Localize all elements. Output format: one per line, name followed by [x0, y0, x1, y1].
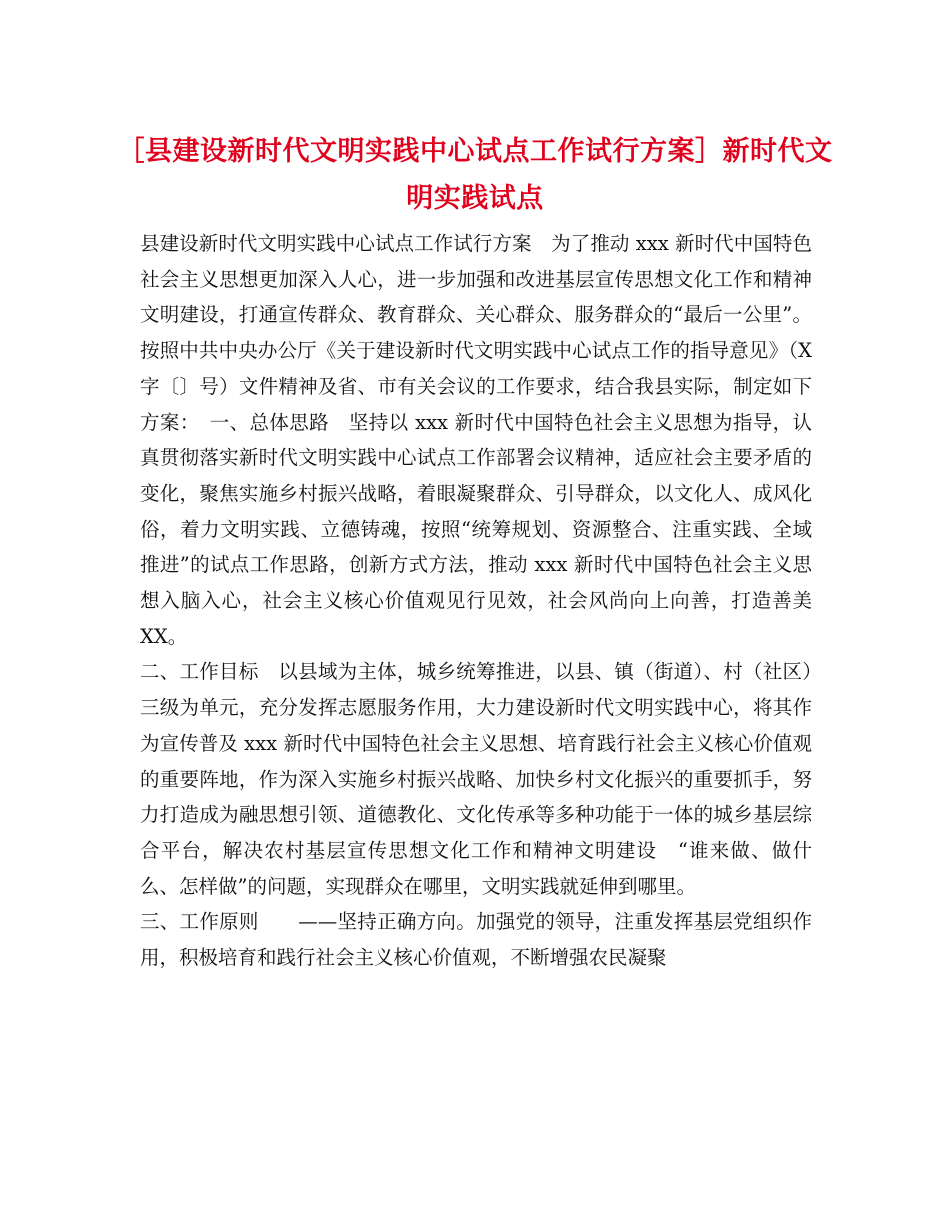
paragraph-intro: 县建设新时代文明实践中心试点工作试行方案 为了推动 xxx 新时代中国特色社会主义思想更加深入人心，进一步加强和改进基层宣传思想文化工作和精神文明建设，打通宣传群众、教育群众、关心群众、服务群众的“最后一公里”。按照中共中央办公厅《关于建设新时代文明实践中心试点工作的指导意见》（X 字〔〕号）文件精神及省、市有关会议的工作要求，结合我县实际，制定如下方案： 一、总体思路 坚持以 xxx 新时代中国特色社会主义思想为指导，认真贯彻落实新时代文明实践中心试点工作部署会议精神，适应社会主要矛盾的变化，聚焦实施乡村振兴战略，着眼凝聚群众、引导群众，以文化人、成风化俗，着力文明实践、立德铸魂，按照“统筹规划、资源整合、注重实践、全域推进”的试点工作思路，创新方式方法，推动 xxx 新时代中国特色社会主义思想入脑入心，社会主义核心价值观见行见效，社会风尚向上向善，打造善美 XX。	[140, 232, 812, 648]
document-title: ［县建设新时代文明实践中心试点工作试行方案］新时代文明实践试点	[117, 136, 833, 214]
paragraph-work-principles: 三、工作原则 ——坚持正确方向。加强党的领导，注重发挥基层党组织作用，积极培育和践行社会主义核心价值观，不断增强农民凝聚	[140, 910, 812, 970]
document-body	[140, 226, 812, 976]
paragraph-work-goals: 二、工作目标 以县域为主体，城乡统筹推进，以县、镇（街道）、村（社区）三级为单元，充分发挥志愿服务作用，大力建设新时代文明实践中心，将其作为宣传普及 xxx 新时代中国特色社会主义思想、培育践行社会主义核心价值观的重要阵地，作为深入实施乡村振兴战略、加快乡村文化振兴的重要抓手，努力打造成为融思想引领、道德教化、文化传承等多种功能于一体的城乡基层综合平台，解决农村基层宣传思想文化工作和精神文明建设 “谁来做、做什么、怎样做”的问题，实现群众在哪里，文明实践就延伸到哪里。	[140, 660, 812, 898]
